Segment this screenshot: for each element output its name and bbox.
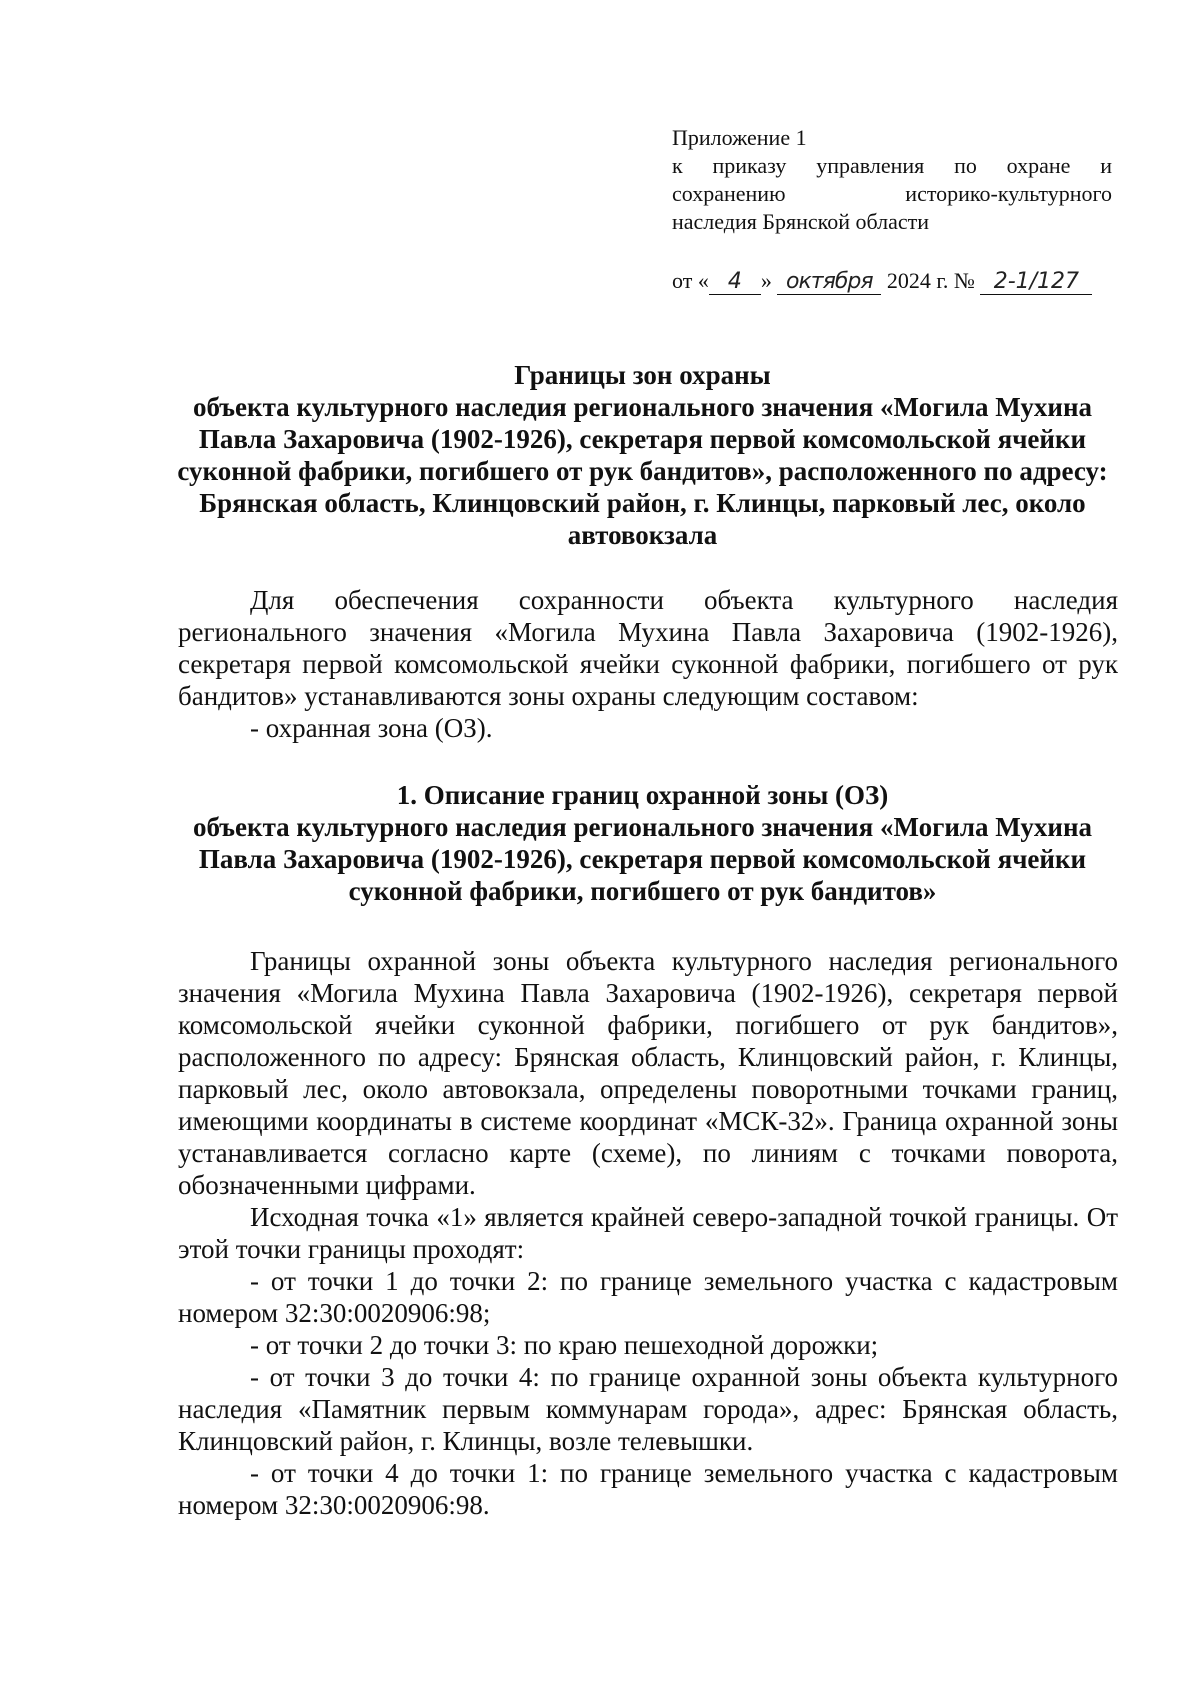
appendix-line-3: сохранению историко-культурного bbox=[672, 181, 1112, 206]
segment-1-2: - от точки 1 до точки 2: по границе земельного участка с кадастровым номером 32:30:0020906:98; bbox=[178, 1266, 1118, 1328]
section-heading-title: 1. Описание границ охранной зоны (ОЗ) bbox=[396, 780, 889, 810]
intro-paragraph-block bbox=[178, 584, 1118, 744]
section-body bbox=[178, 945, 1118, 1521]
zone-list-item: - охранная зона (ОЗ). bbox=[250, 713, 493, 743]
order-mid: » bbox=[760, 268, 772, 293]
origin-point-paragraph: Исходная точка «1» является крайней северо-западной точкой границы. От этой точки границы проходят: bbox=[178, 1202, 1118, 1264]
segment-4-1: - от точки 4 до точки 1: по границе земельного участка с кадастровым номером 32:30:0020906:98. bbox=[178, 1458, 1118, 1520]
appendix-line-4: наследия Брянской области bbox=[672, 209, 930, 234]
section-heading bbox=[170, 779, 1115, 907]
segment-2-3: - от точки 2 до точки 3: по краю пешеходной дорожки; bbox=[250, 1330, 879, 1360]
appendix-title: Приложение 1 bbox=[672, 125, 807, 150]
main-heading-subtitle: объекта культурного наследия регионального значения «Могила Мухина Павла Захаровича (1902-1926), секретаря первой комсомольской ячейки суконной фабрики, погибшего от рук бандитов», расположенного по адресу: Брянская область, Клинцовский район, г. Клинцы, парковый лес, около автовокзала bbox=[177, 392, 1108, 550]
order-day-handwritten: 4 bbox=[709, 270, 761, 295]
appendix-line-2: к приказу управления по охране и bbox=[672, 153, 1112, 178]
section-heading-subtitle: объекта культурного наследия регионального значения «Могила Мухина Павла Захаровича (1902-1926), секретаря первой комсомольской ячейки суконной фабрики, погибшего от рук бандитов» bbox=[192, 812, 1093, 906]
order-number-handwritten: 2-1/127 bbox=[980, 270, 1092, 295]
order-date-number bbox=[672, 266, 1092, 296]
order-month-handwritten: октября bbox=[777, 270, 881, 295]
order-year-label: 2024 г. № bbox=[886, 268, 975, 293]
appendix-header bbox=[672, 124, 1112, 236]
intro-paragraph: Для обеспечения сохранности объекта культурного наследия регионального значения «Могила Мухина Павла Захаровича (1902-1926), секретаря первой комсомольской ячейки суконной фабрики, погибшего от рук бандитов» устанавливаются зоны охраны следующим составом: bbox=[178, 585, 1118, 711]
segment-3-4: - от точки 3 до точки 4: по границе охранной зоны объекта культурного наследия «Памятник первым коммунарам города», адрес: Брянская область, Клинцовский район, г. Клинцы, возле телевышки. bbox=[178, 1362, 1118, 1456]
main-heading bbox=[170, 359, 1115, 551]
boundary-description-paragraph: Границы охранной зоны объекта культурного наследия регионального значения «Могила Мухина Павла Захаровича (1902-1926), секретаря первой комсомольской ячейки суконной фабрики, погибшего от рук бандитов», расположенного по адресу: Брянская область, Клинцовский район, г. Клинцы, парковый лес, около автовокзала, определены поворотными точками границ, имеющими координаты в системе координат «МСК-32». Граница охранной зоны устанавливается согласно карте (схеме), по линиям с точками поворота, обозначенными цифрами. bbox=[178, 946, 1118, 1200]
order-prefix: от « bbox=[672, 268, 709, 293]
main-heading-title: Границы зон охраны bbox=[514, 360, 771, 390]
